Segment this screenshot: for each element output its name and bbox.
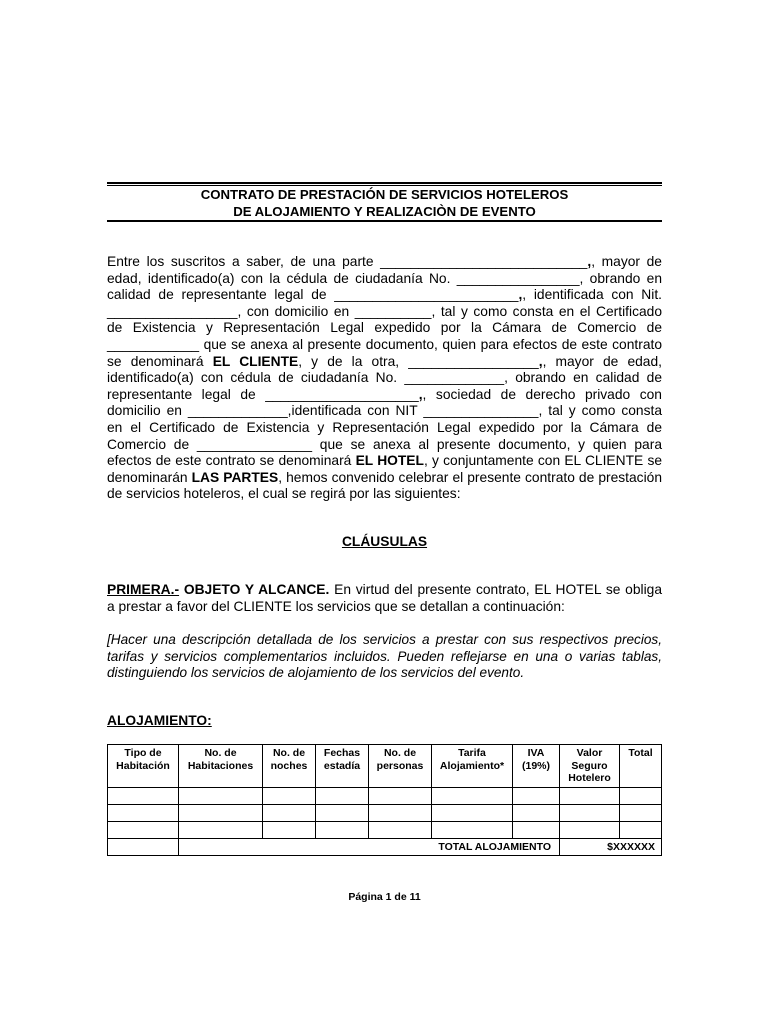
total-alojamiento-value: $XXXXXX <box>560 838 662 856</box>
el-hotel-bold: EL HOTEL <box>355 453 424 469</box>
el-cliente-bold: EL CLIENTE <box>212 353 299 369</box>
header-cell: No. de noches <box>263 745 316 788</box>
intro-text-5: , mayor de edad, identificado(a) con cédula de ciudadanía No. _____________, obrando en calidad de representante legal de ____________________ <box>107 353 662 402</box>
header-cell: Tarifa Alojamiento* <box>432 745 513 788</box>
document-title <box>107 186 662 220</box>
title-top-rule <box>107 182 662 184</box>
intro-text-2: , mayor de edad, identificado(a) con la cédula de ciudadanía No. ________________, obrando en calidad de representante legal de ________________________ <box>107 254 662 303</box>
header-cell: Valor Seguro Hotelero <box>560 745 620 788</box>
intro-text-3: , identificada con Nit. _________________, con domicilio en __________, tal y como consta en el Certificado de Existencia y Representación Legal expedido por la Cámara de Comercio de ____________ que se anexa al presente documento, quien para efectos de este contrato se denominará <box>107 287 662 369</box>
header-cell: IVA (19%) <box>513 745 560 788</box>
primera-label: PRIMERA.- <box>107 582 180 597</box>
primera-heading: OBJETO Y ALCANCE. <box>179 582 330 597</box>
intro-text-8: , hemos convenido celebrar el presente contrato de prestación de servicios hoteleros, el cual se regirá por las siguientes: <box>107 469 662 502</box>
intro-text-6: , sociedad de derecho privado con domicilio en _____________,identificada con NIT _______________, tal y como consta en el Certificado de Existencia y Representación Legal expedido por la Cámara de Comercio de _______________ que se anexa al presente documento, y quien para efectos de este contrato se denominará <box>107 386 662 469</box>
instruction-text <box>107 632 662 682</box>
title-bottom-rule <box>107 220 662 222</box>
title-line-2: DE ALOJAMIENTO Y REALIZACIÒN DE EVENTO <box>233 204 536 219</box>
table-total-row <box>108 838 662 856</box>
intro-text-7: , y conjuntamente con EL CLIENTE se denominarán <box>107 453 663 485</box>
clausulas-heading: CLÁUSULAS <box>341 534 428 549</box>
title-line-1: CONTRATO DE PRESTACIÓN DE SERVICIOS HOTELEROS <box>200 187 569 202</box>
page-number: Página 1 de 11 <box>348 891 421 903</box>
intro-text-1: Entre los suscritos a saber, de una parte ___________________________ <box>107 254 588 269</box>
header-cell: Total <box>620 745 662 788</box>
table-header-row <box>108 745 662 788</box>
table-row <box>108 787 662 804</box>
total-alojamiento-label: TOTAL ALOJAMIENTO <box>179 838 560 856</box>
header-cell: Fechas estadía <box>316 745 369 788</box>
table-row <box>108 804 662 821</box>
header-cell: Tipo de Habitación <box>108 745 179 788</box>
instruction-content: [Hacer una descripción detallada de los servicios a prestar con sus respectivos precios, tarifas y servicios complementarios incluidos. Pueden reflejarse en una o varias tablas, distinguiendo los servicios de alojamiento de los servicios del evento. <box>107 632 662 681</box>
header-cell: No. de personas <box>369 745 432 788</box>
alojamiento-heading: ALOJAMIENTO: <box>107 713 212 728</box>
primera-clause <box>107 582 662 615</box>
las-partes-bold: LAS PARTES <box>191 469 279 485</box>
table-row <box>108 821 662 838</box>
primera-text: En virtud del presente contrato, EL HOTEL se obliga a prestar a favor del CLIENTE los servicios que se detallan a continuación: <box>107 582 662 614</box>
intro-text-4: , y de la otra, _________________ <box>298 353 539 369</box>
header-cell: No. de Habitaciones <box>179 745 263 788</box>
intro-paragraph: Entre los suscritos a saber, de una parte ___________________________,, mayor de edad, identificado(a) con la cédula de ciudadanía No. ________________, obrando en calidad de representante legal de ________________________,, identificada con Nit. _________________, con domicilio en __________, tal y como consta en el Certificado de Existencia y Representación Legal expedido por la Cámara de Comercio de ____________ que se anexa al presente documento, quien para efectos de este contrato se denominará EL CLIENTE, y de la otra, _________________,, mayor de edad, identificado(a) con cédula de ciudadanía No. _____________, obrando en calidad de representante legal de ____________________,, sociedad de derecho privado con domicilio en _____________,identificada con NIT _______________, tal y como consta en el Certificado de Existencia y Representación Legal expedido por la Cámara de Comercio de _______________ que se anexa al presente documento, y quien para efectos de este contrato se denominará EL HOTEL, y conjuntamente con EL CLIENTE se denominarán LAS PARTES, hemos convenido celebrar el presente contrato de prestación de servicios hoteleros, el cual se regirá por las siguientes: <box>107 254 663 502</box>
alojamiento-table <box>107 744 662 856</box>
